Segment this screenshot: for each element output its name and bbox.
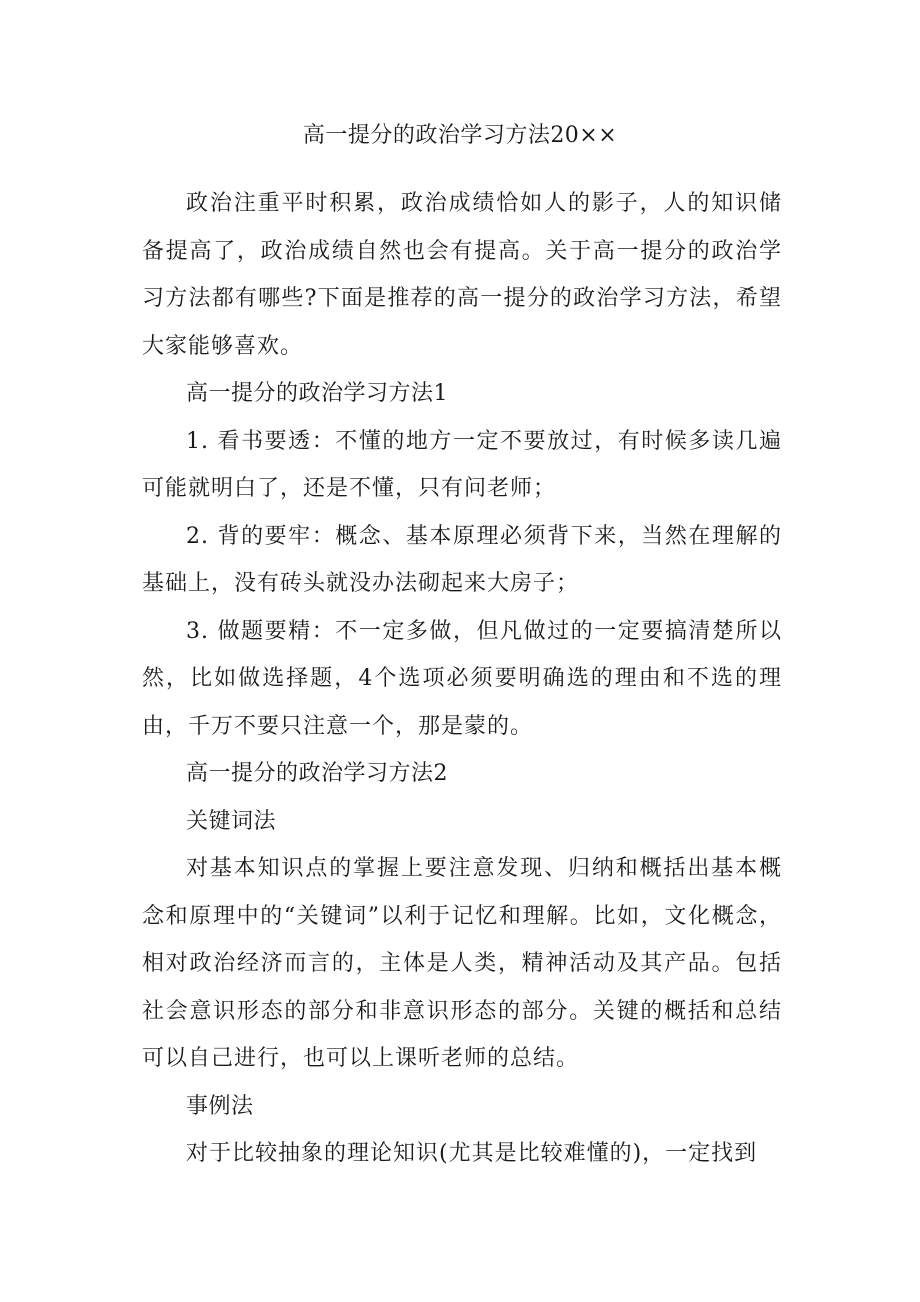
example-method-paragraph: 对于比较抽象的理论知识(尤其是比较难懂的)，一定找到 — [186, 1141, 758, 1166]
keyword-method-paragraph: 对基本知识点的掌握上要注意发现、归纳和概括出基本概念和原理中的“关键词”以利于记忆和理解。比如，文化概念，相对政治经济而言的，主体是人类，精神活动及其产品。包括社会意识形态的部分和非意识形态的部分。关键的概括和总结可以自己进行，也可以上课听老师的总结。 — [142, 856, 782, 1071]
document-body — [142, 180, 782, 1178]
document-title: 高一提分的政治学习方法20×× — [302, 123, 618, 148]
list-item-3: 3. 做题要精：不一定多做，但凡做过的一定要搞清楚所以然，比如做选择题，4个选项必须要明确选的理由和不选的理由，千万不要只注意一个，那是蒙的。 — [142, 618, 782, 739]
intro-paragraph: 政治注重平时积累，政治成绩恰如人的影子，人的知识储备提高了，政治成绩自然也会有提高。关于高一提分的政治学习方法都有哪些?下面是推荐的高一提分的政治学习方法，希望大家能够喜欢。 — [142, 191, 782, 359]
section-heading-1: 高一提分的政治学习方法1 — [186, 381, 448, 406]
subheading-keyword-method: 关键词法 — [186, 808, 277, 834]
list-item-2: 2. 背的要牢：概念、基本原理必须背下来，当然在理解的基础上，没有砖头就没办法砌起来大房子； — [142, 523, 782, 596]
subheading-example-method: 事例法 — [186, 1093, 254, 1119]
list-item-1: 1. 看书要透：不懂的地方一定不要放过，有时候多读几遍可能就明白了，还是不懂，只有问老师； — [142, 428, 782, 501]
section-heading-2: 高一提分的政治学习方法2 — [186, 761, 448, 786]
